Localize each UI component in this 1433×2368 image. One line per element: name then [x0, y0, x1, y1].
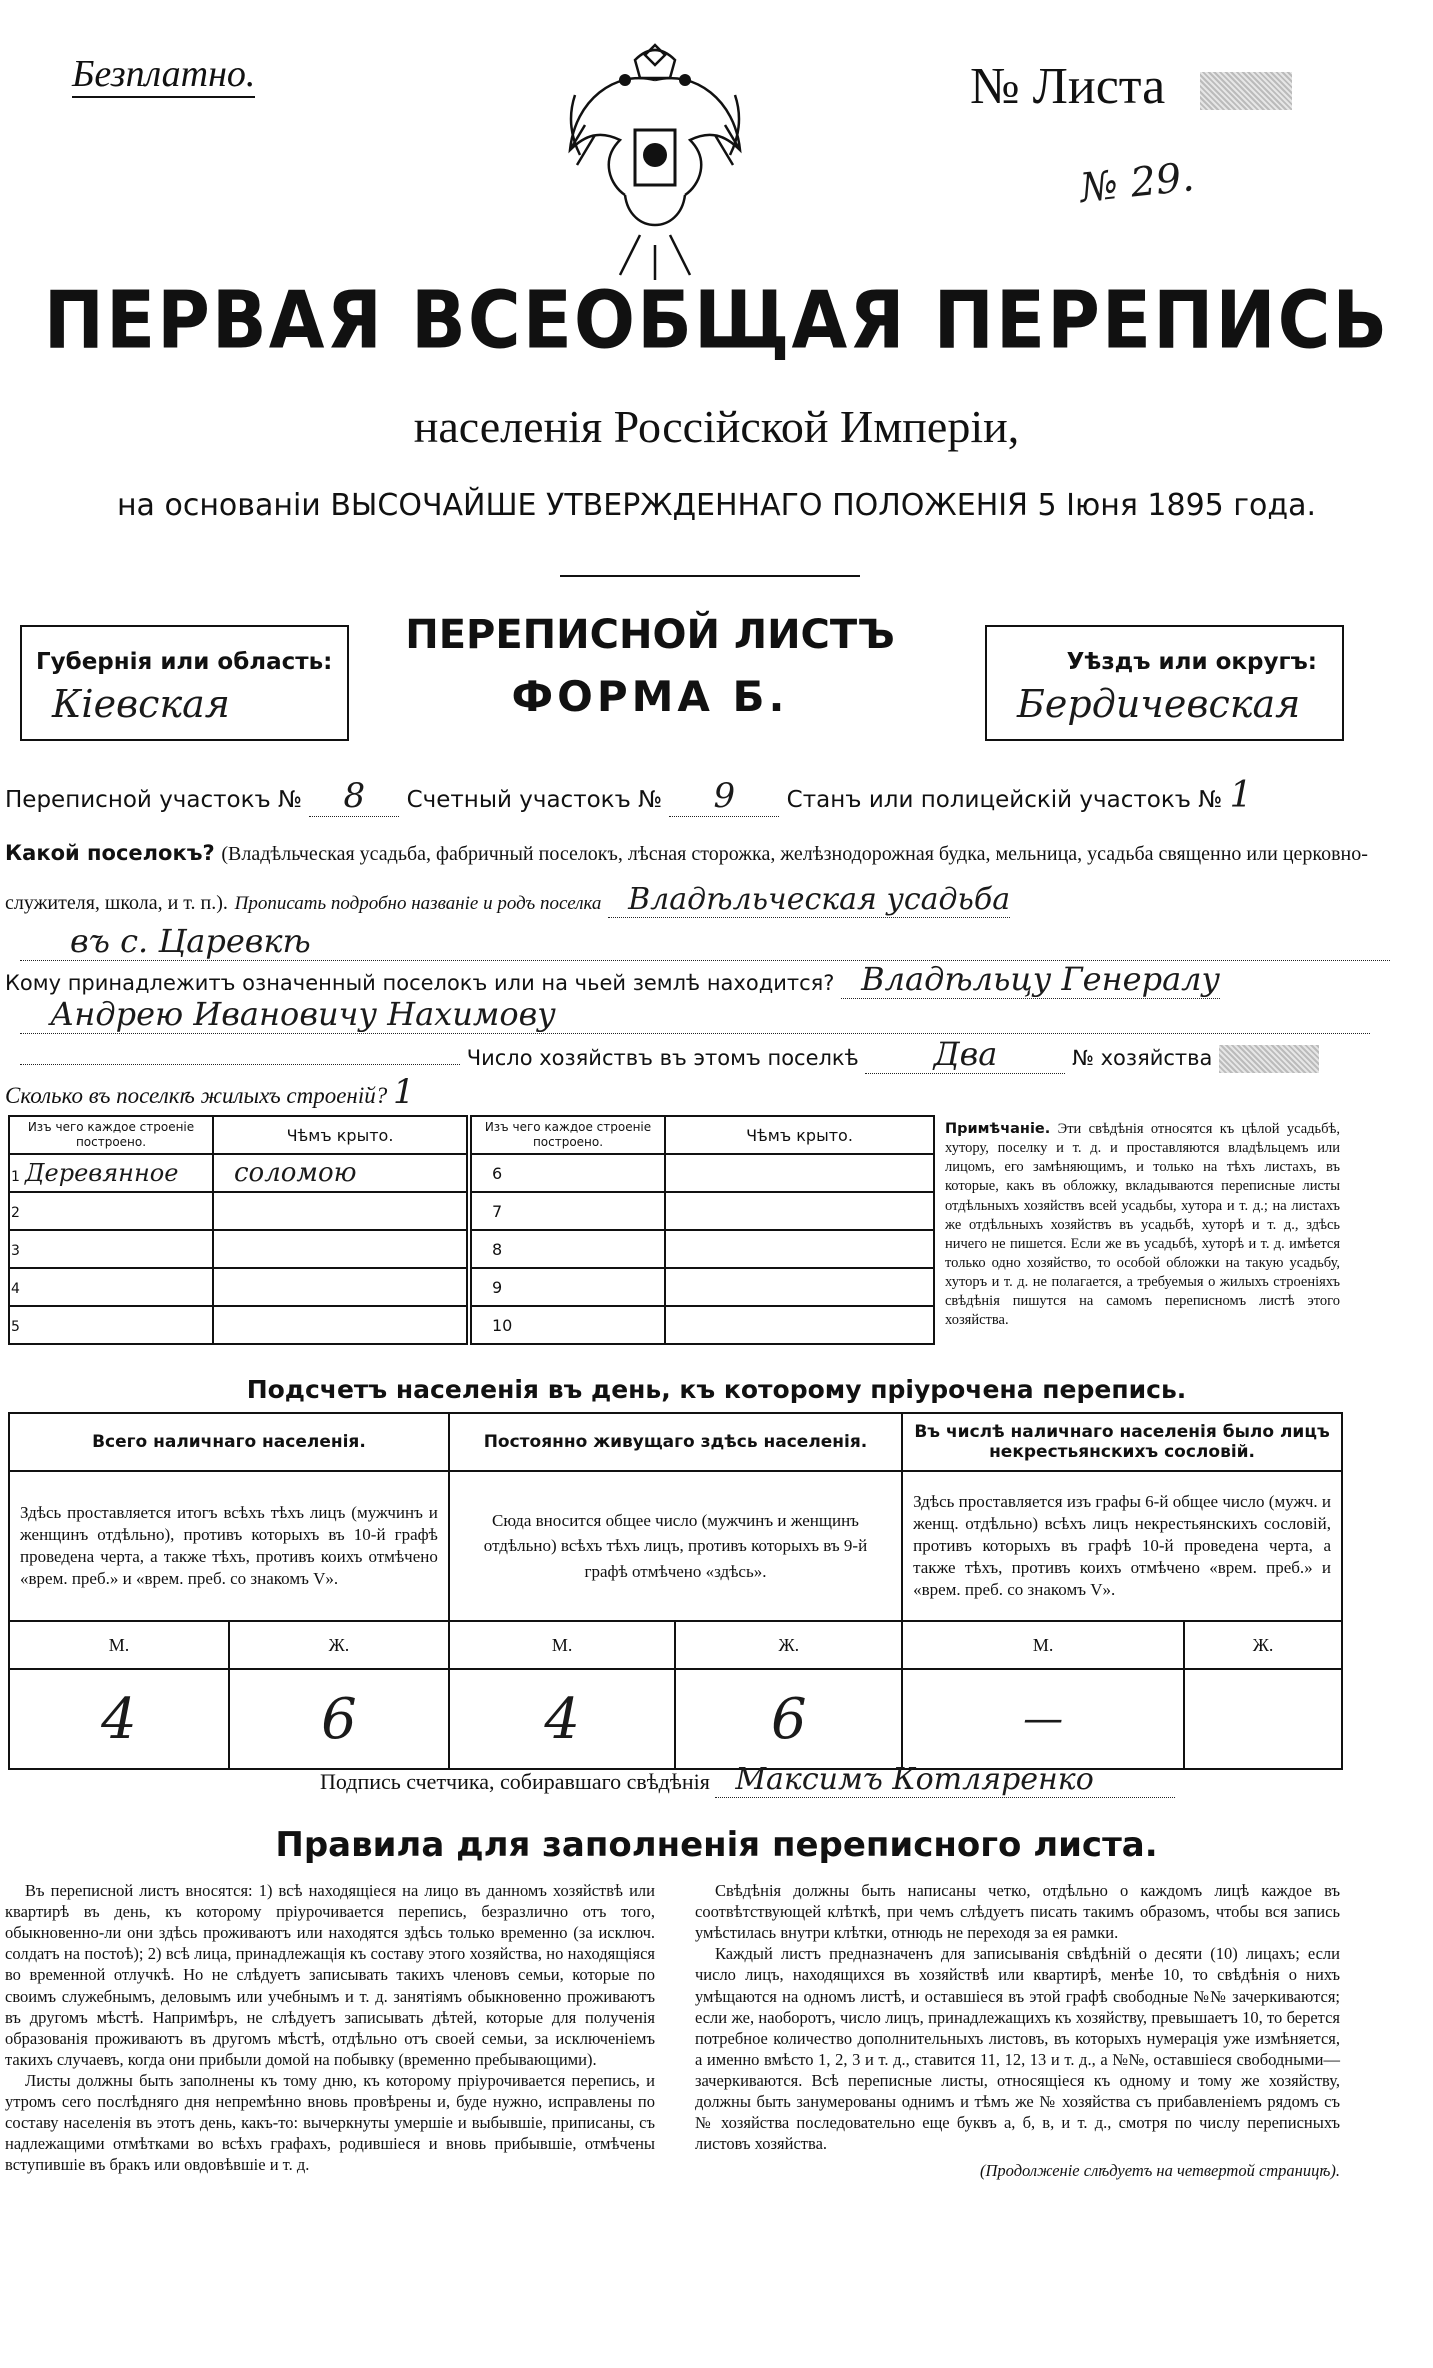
buildings-table-right: [470, 1115, 935, 1345]
buildings-table-left: [8, 1115, 468, 1345]
poselok-label: Какой поселокъ?: [5, 841, 215, 865]
buildings-label: Сколько въ поселкѣ жилыхъ строеній?: [5, 1083, 388, 1108]
household-number-label: № хозяйства: [1072, 1046, 1213, 1070]
table-row: [471, 1268, 934, 1306]
row-number: 10: [492, 1315, 513, 1335]
poselok-row: [5, 830, 1405, 927]
gubernia-value[interactable]: Кіевская: [52, 682, 230, 726]
schet-uchastok-label: Счетный участокъ №: [406, 787, 663, 813]
count-m-label: М.: [9, 1621, 229, 1669]
row-number: 3: [11, 1242, 20, 1259]
count-head-resident: Постоянно живущаго здѣсь населенія.: [449, 1413, 902, 1471]
rules-left: [5, 1880, 655, 2176]
buildings-col-material-right: Изъ чего каждое строеніе построено.: [471, 1116, 665, 1154]
row-number: 2: [11, 1204, 20, 1221]
owner-row: [5, 960, 1405, 998]
free-label: Безплатно.: [72, 52, 255, 98]
census-basis: на основаніи ВЫСОЧАЙШЕ УТВЕРЖДЕННАГО ПОЛОЖЕНІЯ 5 Іюня 1895 года.: [116, 488, 1317, 523]
gubernia-box: [20, 625, 349, 741]
count-resident-zh[interactable]: 6: [675, 1669, 902, 1769]
uezd-label: Уѣздъ или округъ:: [1066, 649, 1317, 675]
uezd-value[interactable]: Бердичевская: [1017, 682, 1301, 726]
buildings-value[interactable]: 1: [392, 1072, 415, 1112]
note-text: Эти свѣдѣнія относятся къ цѣлой усадьбѣ, хутору, поселку и т. д. и проставляются владѣльцемъ или лицомъ, его замѣняющимъ, и только на тѣхъ листахъ, въ которые, какъ въ обложку, вкладываются переписные листы отдѣльныхъ хозяйствъ всей усадьбы, хутора и т. д.; на листахъ же отдѣльныхъ хозяйствъ въ усадьбѣ, хуторѣ и т. д., здѣсь ничего не пишется. Если же въ усадьбѣ, хуторѣ и т. д. имѣется только одно хозяйство, то особой обложки на такую усадьбу, хуторъ и т. д. не полагается, а требуемыя о жилыхъ строеніяхъ свѣдѣнія пишутся на самомъ переписномъ листѣ этого хозяйства.: [945, 1121, 1341, 1329]
row-number: 6: [492, 1163, 503, 1183]
count-m-label: М.: [449, 1621, 676, 1669]
stan-value[interactable]: 1: [1229, 775, 1253, 816]
perepis-uchastok-value[interactable]: 8: [309, 776, 399, 817]
uchastok-row: [5, 775, 1405, 817]
form-subtitle: ФОРМА Б.: [511, 672, 789, 721]
gubernia-label: Губернія или область:: [36, 649, 333, 675]
count-head-total: Всего наличнаго населенія.: [9, 1413, 449, 1471]
count-noncrest-zh[interactable]: [1184, 1669, 1342, 1769]
building-material[interactable]: Деревянное: [25, 1159, 179, 1187]
count-table: [8, 1412, 1343, 1770]
table-row: [471, 1154, 934, 1192]
form-title: ПЕРЕПИСНОЙ ЛИСТЪ: [405, 612, 895, 658]
title-divider: [560, 575, 860, 577]
table-row: [9, 1306, 467, 1344]
poselok-value1[interactable]: Владѣльческая усадьба: [608, 882, 1010, 918]
row-number: 4: [11, 1280, 20, 1297]
households-label: Число хозяйствъ въ этомъ поселкѣ: [466, 1046, 859, 1070]
owner-label: Кому принадлежитъ означенный поселокъ или на чьей землѣ находится?: [5, 971, 835, 995]
signature-value[interactable]: Максимъ Котляренко: [715, 1762, 1175, 1798]
count-head-noncrest: Въ числѣ наличнаго населенія было лицъ некрестьянскихъ сословій.: [902, 1413, 1342, 1471]
count-zh-label: Ж.: [675, 1621, 902, 1669]
rules-right-p2: Каждый листъ предназначенъ для записыванія свѣдѣній о десяти (10) лицахъ; если число лицъ, находящихся въ хозяйствѣ или квартирѣ, менѣе 10, то свѣдѣнія о нихъ умѣщаются на одномъ листѣ, и оставшіеся въ этой графѣ свободные №№ зачеркиваются; если же, наоборотъ, число лицъ, принадлежащихъ къ хозяйству, превышаетъ 10, то берется потребное количество дополнительныхъ листовъ, въ которыхъ нумерація уже измѣняется, а именно вмѣсто 1, 2, 3 и т. д., ставится 11, 12, 13 и т. д., а №№, оставшіеся свободными—зачеркиваются. Всѣ переписные листы, относящіеся къ одному и тому же хозяйству, должны быть занумерованы однимъ и тѣмъ же № хозяйства съ прибавленіемъ рядомъ съ № хозяйства последовательно еще буквъ а, б, в, и т. д., смотря по числу переписныхъ листовъ хозяйства.: [695, 1944, 1340, 2154]
signature-label: Подпись счетчика, собиравшаго свѣдѣнія: [320, 1769, 710, 1794]
buildings-col-roof: Чѣмъ крыто.: [213, 1116, 467, 1154]
stan-label: Станъ или полицейскій участокъ №: [786, 787, 1223, 813]
rules-continued: (Продолженіе слѣдуетъ на четвертой страницѣ).: [980, 2161, 1340, 2181]
poselok-note: (Владѣльческая усадьба, фабричный поселокъ, лѣсная сторожка, желѣзнодорожная будка, мельница, усадьба священно или церковно-служителя, школа, и т. п.).: [5, 843, 1368, 914]
note-label: Примѣчаніе.: [945, 1121, 1051, 1137]
sheet-number-box[interactable]: [1200, 72, 1292, 110]
row-number: 9: [492, 1277, 503, 1297]
count-noncrest-m[interactable]: —: [902, 1669, 1184, 1769]
row-number: 1: [11, 1169, 20, 1185]
table-row: [471, 1306, 934, 1344]
rules-right-p1: Свѣдѣнія должны быть написаны четко, отдѣльно о каждомъ лицѣ каждое въ соотвѣтствующей клѣткѣ, при чемъ слѣдуетъ писать такимъ образомъ, чтобы вся запись умѣстилась внутри клѣтки, отнюдь не переходя за ея рамки.: [695, 1881, 1340, 1943]
signature-row: [320, 1762, 1175, 1798]
row-number: 8: [492, 1239, 503, 1259]
sheet-number-hand: № 29.: [1077, 154, 1197, 212]
rules-right: [695, 1880, 1340, 2182]
buildings-col-material: Изъ чего каждое строеніе построено.: [9, 1116, 213, 1154]
buildings-col-roof-right: Чѣмъ крыто.: [665, 1116, 934, 1154]
uezd-box: [985, 625, 1344, 741]
census-title: ПЕРВАЯ ВСЕОБЩАЯ ПЕРЕПИСЬ: [43, 273, 1390, 367]
census-subtitle: населенія Россійской Имперіи,: [413, 401, 1020, 452]
owner-value1[interactable]: Владѣльцу Генералу: [841, 960, 1220, 999]
schet-uchastok-value[interactable]: 9: [669, 776, 779, 817]
poselok-instr: Прописать подробно названіе и родъ поселка: [234, 893, 602, 914]
imperial-eagle-emblem: [555, 35, 755, 285]
household-number-box[interactable]: [1219, 1045, 1319, 1073]
owner-value2[interactable]: Андрею Ивановичу Нахимову: [20, 995, 1370, 1034]
poselok-value2[interactable]: въ с. Царевкѣ: [20, 922, 1390, 961]
count-total-m[interactable]: 4: [9, 1669, 229, 1769]
count-text-total: Здѣсь проставляется итогъ всѣхъ тѣхъ лицъ (мужчинъ и женщинъ отдѣльно), противъ которыхъ въ 10-й графѣ проведена черта, а также тѣхъ, противъ коихъ отмѣчено «врем. преб.» и «врем. преб. со знакомъ V».: [9, 1471, 449, 1621]
count-text-resident: Сюда вносится общее число (мужчинъ и женщинъ отдѣльно) всѣхъ тѣхъ лицъ, противъ которыхъ въ 9-й графѣ отмѣчено «здѣсь».: [449, 1471, 902, 1621]
count-zh-label: Ж.: [229, 1621, 449, 1669]
count-text-noncrest: Здѣсь проставляется изъ графы 6-й общее число (мужч. и женщ. отдѣльно) всѣхъ лицъ некрестьянскихъ сословій, противъ которыхъ въ графѣ 10-й проведена черта, а также тѣхъ, противъ коихъ отмѣчено «врем. преб.» и «врем. преб. со знакомъ V».: [902, 1471, 1342, 1621]
count-resident-m[interactable]: 4: [449, 1669, 676, 1769]
table-row: [471, 1192, 934, 1230]
table-row: [9, 1154, 467, 1192]
count-zh-label: Ж.: [1184, 1621, 1342, 1669]
building-roof[interactable]: соломою: [213, 1154, 467, 1192]
table-row: [9, 1268, 467, 1306]
perepis-uchastok-label: Переписной участокъ №: [5, 787, 302, 813]
table-row: [471, 1230, 934, 1268]
table-row: [9, 1192, 467, 1230]
row-number: 7: [492, 1201, 503, 1221]
sheet-number-label: № Листа: [970, 58, 1166, 115]
count-total-zh[interactable]: 6: [229, 1669, 449, 1769]
households-row: [20, 1035, 1400, 1074]
table-row: [9, 1230, 467, 1268]
row-number: 5: [11, 1318, 20, 1335]
buildings-row: [5, 1072, 415, 1112]
note-block: [945, 1120, 1340, 1330]
rules-title: Правила для заполненія переписного листа.: [275, 1825, 1158, 1865]
rules-left-p1: Въ переписной листъ вносятся: 1) всѣ находящіеся на лицо въ данномъ хозяйствѣ или квартирѣ въ день, къ которому пріурочивается перепись, безразлично отъ того, обыкновенно-ли они здѣсь проживаютъ или находятся здѣсь только временно (за исключ. солдатъ на постоѣ); 2) всѣ лица, принадлежащія къ составу этого хозяйства, но находящіяся во временной отлучкѣ. Но не слѣдуетъ записывать такихъ членовъ семьи, которые по своимъ служебнымъ, деловымъ или учебнымъ и т. д. занятіямъ обыкновенно проживаютъ въ другомъ мѣстѣ. Напримѣръ, не слѣдуетъ записывать дѣтей, которые для полученія образованія проживаютъ въ другомъ мѣстѣ, отдѣльно отъ своей семьи, за исключеніемъ такихъ случаевъ, когда они прибыли домой на побывку (временно пребывающими).: [5, 1881, 655, 2069]
households-value[interactable]: Два: [865, 1035, 1065, 1074]
rules-left-p2: Листы должны быть заполнены къ тому дню, къ которому пріурочивается перепись, и утромъ сего послѣдняго дня непремѣнно вновь провѣрены и, буде нужно, исправлены по составу населенія въ этотъ день, какъ-то: вычеркнуты умершіе и выбывшіе, приписаны, съ надлежащими отмѣтками во всѣхъ графахъ, родившіеся и вновь прибывшіе, отмѣчены вступившіе въ бракъ или овдовѣвшіе и т. д.: [5, 2070, 655, 2175]
count-m-label: М.: [902, 1621, 1184, 1669]
count-title: Подсчетъ населенія въ день, къ которому пріурочена перепись.: [246, 1375, 1187, 1404]
